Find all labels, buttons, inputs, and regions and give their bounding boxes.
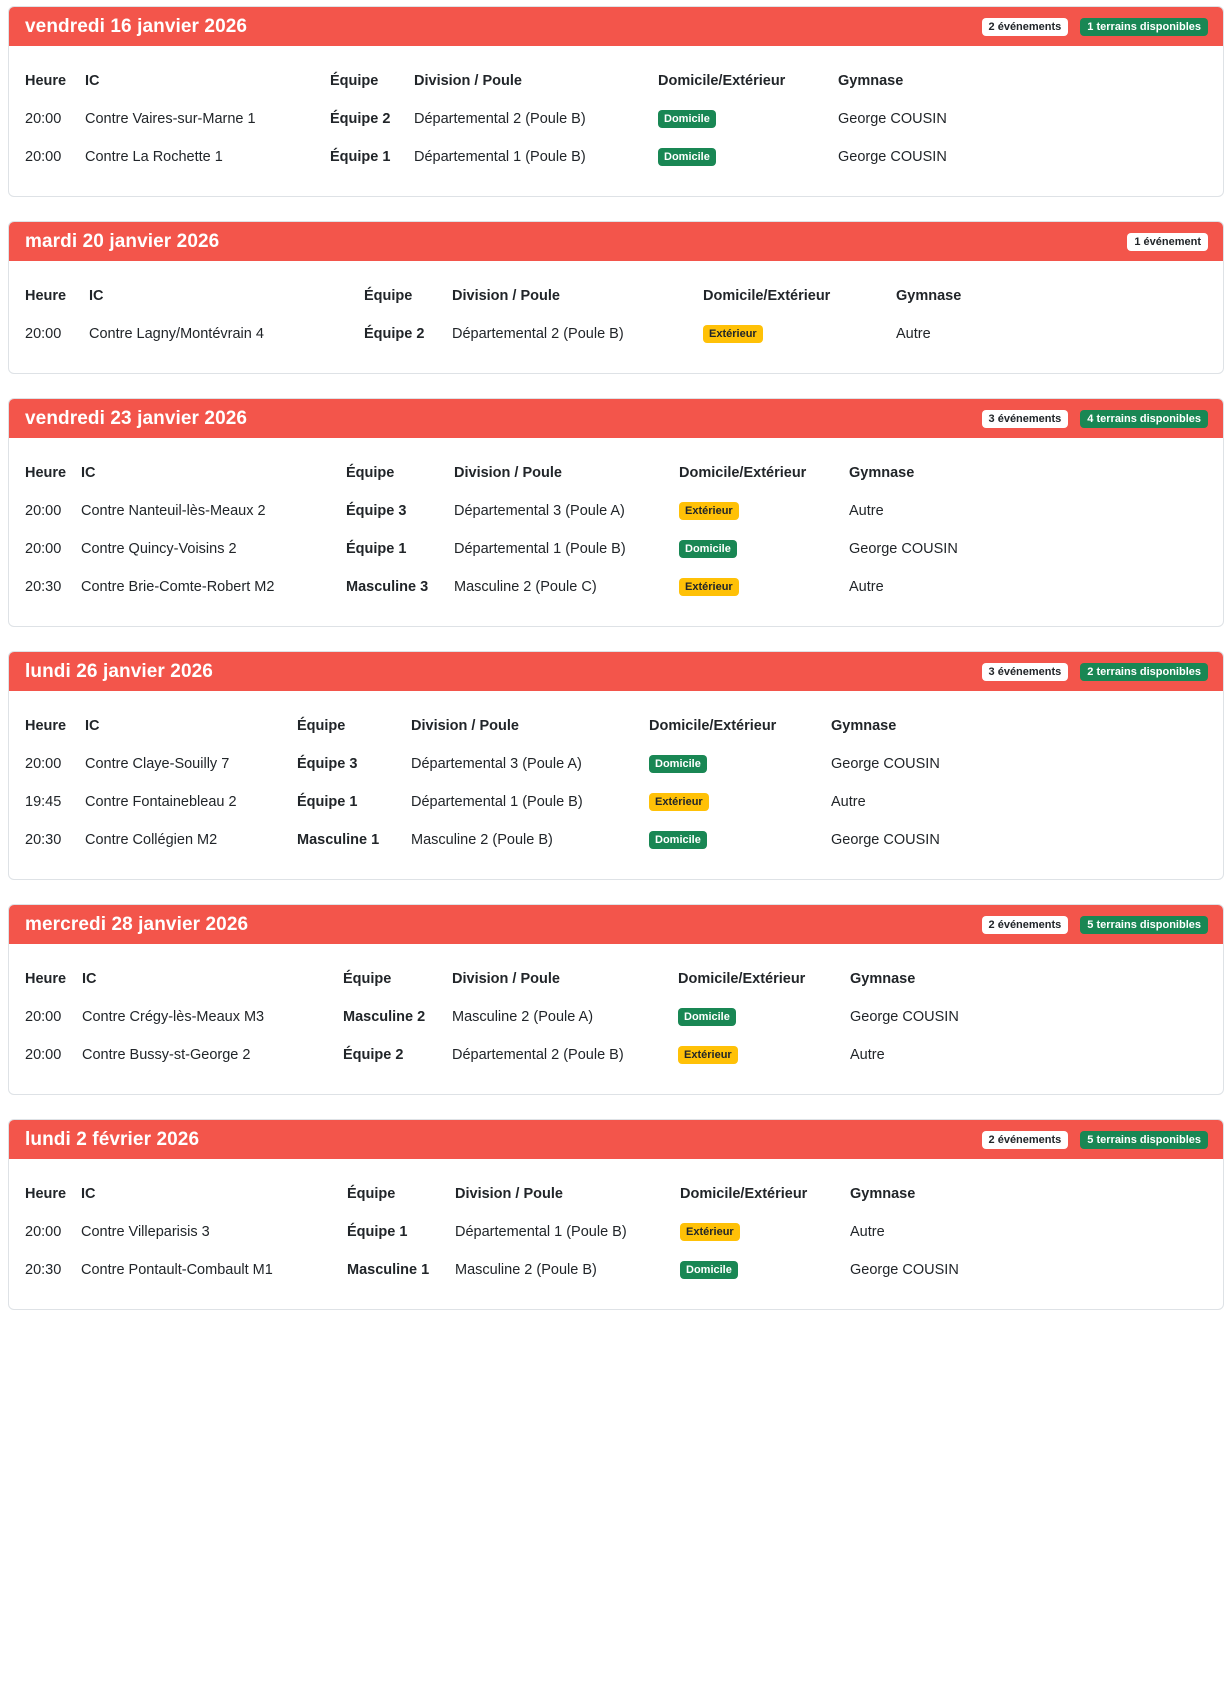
events-count-badge: 3 événements <box>982 663 1069 681</box>
cell-equipe: Masculine 2 <box>343 1009 426 1025</box>
events-count-badge: 2 événements <box>982 1131 1069 1149</box>
cell-division: Départemental 3 (Poule A) <box>454 503 625 519</box>
header-lieu: Domicile/Extérieur <box>658 73 786 89</box>
cell-gymnase: George COUSIN <box>838 149 947 165</box>
cell-ic: Contre Quincy-Voisins 2 <box>81 541 237 557</box>
cell-gymnase: George COUSIN <box>838 111 947 127</box>
available-courts-badge: 5 terrains disponibles <box>1080 916 1208 934</box>
cell-ic: Contre Brie-Comte-Robert M2 <box>81 579 275 595</box>
header-heure: Heure <box>25 73 67 89</box>
cell-ic: Contre Fontainebleau 2 <box>85 794 237 810</box>
header-heure: Heure <box>25 465 67 481</box>
table-header-row <box>25 454 1207 492</box>
cell-heure: 20:30 <box>25 579 62 595</box>
events-table <box>25 62 1207 176</box>
cell-lieu <box>678 1036 850 1074</box>
table-header-row <box>25 62 1207 100</box>
cell-heure: 20:00 <box>25 111 62 127</box>
header-badges <box>982 1131 1208 1149</box>
table-header-row <box>25 707 1207 745</box>
header-equipe: Équipe <box>297 718 346 734</box>
cell-ic: Contre Collégien M2 <box>85 832 218 848</box>
cell-equipe: Équipe 1 <box>330 149 391 165</box>
cell-division: Masculine 2 (Poule C) <box>454 579 597 595</box>
cell-heure: 19:45 <box>25 794 62 810</box>
cell-lieu <box>658 100 838 138</box>
header-heure: Heure <box>25 718 67 734</box>
cell-heure: 20:00 <box>25 503 62 519</box>
day-title: vendredi 23 janvier 2026 <box>25 407 248 429</box>
cell-gymnase: George COUSIN <box>850 1009 959 1025</box>
cell-equipe: Équipe 3 <box>297 756 358 772</box>
events-table <box>25 960 1207 1074</box>
location-badge: Extérieur <box>703 325 763 343</box>
cell-division: Départemental 2 (Poule B) <box>414 111 586 127</box>
cell-heure: 20:30 <box>25 1262 62 1278</box>
cell-equipe: Masculine 1 <box>347 1262 430 1278</box>
table-body <box>25 100 1207 176</box>
cell-ic: Contre Vaires-sur-Marne 1 <box>85 111 256 127</box>
cell-ic: Contre Bussy-st-George 2 <box>82 1047 251 1063</box>
day-card <box>8 398 1224 627</box>
cell-heure: 20:00 <box>25 149 62 165</box>
location-badge: Extérieur <box>680 1223 740 1241</box>
cell-gymnase: Autre <box>831 794 866 810</box>
header-gymnase: Gymnase <box>850 971 916 987</box>
header-lieu: Domicile/Extérieur <box>649 718 777 734</box>
header-ic: IC <box>82 971 97 987</box>
day-card-body <box>9 438 1223 626</box>
location-badge: Extérieur <box>679 502 739 520</box>
table-row <box>25 1213 1207 1251</box>
cell-gymnase: George COUSIN <box>849 541 958 557</box>
header-equipe: Équipe <box>343 971 392 987</box>
location-badge: Domicile <box>679 540 737 558</box>
cell-lieu <box>679 568 849 606</box>
cell-gymnase: Autre <box>850 1047 885 1063</box>
cell-gymnase: George COUSIN <box>850 1262 959 1278</box>
cell-ic: Contre Claye-Souilly 7 <box>85 756 230 772</box>
day-header <box>9 905 1223 944</box>
cell-gymnase: Autre <box>896 326 931 342</box>
table-row <box>25 1036 1207 1074</box>
table-row <box>25 492 1207 530</box>
header-division: Division / Poule <box>455 1186 563 1202</box>
table-row <box>25 138 1207 176</box>
cell-heure: 20:00 <box>25 326 62 342</box>
cell-gymnase: Autre <box>849 579 884 595</box>
day-title: vendredi 16 janvier 2026 <box>25 15 248 37</box>
cell-heure: 20:00 <box>25 541 62 557</box>
header-gymnase: Gymnase <box>849 465 915 481</box>
cell-gymnase: Autre <box>850 1224 885 1240</box>
header-lieu: Domicile/Extérieur <box>679 465 807 481</box>
header-ic: IC <box>81 1186 96 1202</box>
day-header <box>9 222 1223 261</box>
events-count-badge: 1 événement <box>1127 233 1208 251</box>
header-heure: Heure <box>25 971 67 987</box>
table-body <box>25 492 1207 606</box>
cell-division: Départemental 1 (Poule B) <box>454 541 626 557</box>
header-gymnase: Gymnase <box>896 288 962 304</box>
cell-lieu <box>649 783 831 821</box>
day-header <box>9 399 1223 438</box>
cell-equipe: Équipe 1 <box>347 1224 408 1240</box>
table-row <box>25 783 1207 821</box>
events-count-badge: 3 événements <box>982 410 1069 428</box>
header-division: Division / Poule <box>452 971 560 987</box>
cell-heure: 20:00 <box>25 1009 62 1025</box>
available-courts-badge: 4 terrains disponibles <box>1080 410 1208 428</box>
cell-division: Départemental 3 (Poule A) <box>411 756 582 772</box>
cell-equipe: Équipe 3 <box>346 503 407 519</box>
day-card <box>8 1119 1224 1310</box>
cell-gymnase: George COUSIN <box>831 832 940 848</box>
header-badges <box>982 410 1208 428</box>
cell-equipe: Masculine 1 <box>297 832 380 848</box>
cell-ic: Contre Crégy-lès-Meaux M3 <box>82 1009 265 1025</box>
header-ic: IC <box>85 73 100 89</box>
events-table <box>25 454 1207 606</box>
cell-ic: Contre Pontault-Combault M1 <box>81 1262 273 1278</box>
table-row <box>25 530 1207 568</box>
events-table <box>25 707 1207 859</box>
available-courts-badge: 1 terrains disponibles <box>1080 18 1208 36</box>
available-courts-badge: 2 terrains disponibles <box>1080 663 1208 681</box>
cell-division: Départemental 1 (Poule B) <box>411 794 583 810</box>
cell-heure: 20:00 <box>25 756 62 772</box>
events-table <box>25 277 1207 353</box>
header-ic: IC <box>89 288 104 304</box>
table-header-row <box>25 1175 1207 1213</box>
cell-division: Départemental 2 (Poule B) <box>452 1047 624 1063</box>
header-equipe: Équipe <box>346 465 395 481</box>
day-title: lundi 26 janvier 2026 <box>25 660 213 682</box>
header-division: Division / Poule <box>454 465 562 481</box>
header-badges <box>982 916 1208 934</box>
cell-lieu <box>658 138 838 176</box>
day-title: mercredi 28 janvier 2026 <box>25 913 249 935</box>
cell-division: Départemental 1 (Poule B) <box>455 1224 627 1240</box>
day-header <box>9 652 1223 691</box>
header-gymnase: Gymnase <box>850 1186 916 1202</box>
table-row <box>25 100 1207 138</box>
cell-equipe: Équipe 2 <box>330 111 391 127</box>
cell-gymnase: Autre <box>849 503 884 519</box>
header-badges <box>982 663 1208 681</box>
table-body <box>25 745 1207 859</box>
header-heure: Heure <box>25 1186 67 1202</box>
day-card <box>8 221 1224 374</box>
header-ic: IC <box>81 465 96 481</box>
table-row <box>25 745 1207 783</box>
cell-lieu <box>703 315 896 353</box>
cell-lieu <box>679 530 849 568</box>
events-count-badge: 2 événements <box>982 18 1069 36</box>
header-badges <box>1127 233 1208 251</box>
day-card-body <box>9 46 1223 196</box>
header-ic: IC <box>85 718 100 734</box>
day-card-body <box>9 691 1223 879</box>
events-table <box>25 1175 1207 1289</box>
cell-ic: Contre La Rochette 1 <box>85 149 223 165</box>
cell-lieu <box>649 821 831 859</box>
cell-lieu <box>680 1251 850 1289</box>
cell-division: Masculine 2 (Poule B) <box>455 1262 597 1278</box>
day-card-body <box>9 944 1223 1094</box>
location-badge: Domicile <box>649 831 707 849</box>
cell-division: Masculine 2 (Poule A) <box>452 1009 594 1025</box>
table-body <box>25 998 1207 1074</box>
cell-division: Départemental 1 (Poule B) <box>414 149 586 165</box>
header-heure: Heure <box>25 288 67 304</box>
available-courts-badge: 5 terrains disponibles <box>1080 1131 1208 1149</box>
location-badge: Extérieur <box>678 1046 738 1064</box>
table-body <box>25 315 1207 353</box>
location-badge: Extérieur <box>679 578 739 596</box>
cell-division: Départemental 2 (Poule B) <box>452 326 624 342</box>
location-badge: Domicile <box>658 110 716 128</box>
table-row <box>25 1251 1207 1289</box>
cell-heure: 20:00 <box>25 1047 62 1063</box>
cell-division: Masculine 2 (Poule B) <box>411 832 553 848</box>
location-badge: Domicile <box>680 1261 738 1279</box>
events-count-badge: 2 événements <box>982 916 1069 934</box>
cell-ic: Contre Nanteuil-lès-Meaux 2 <box>81 503 266 519</box>
header-lieu: Domicile/Extérieur <box>678 971 806 987</box>
day-title: mardi 20 janvier 2026 <box>25 230 220 252</box>
header-gymnase: Gymnase <box>838 73 904 89</box>
header-division: Division / Poule <box>452 288 560 304</box>
location-badge: Domicile <box>678 1008 736 1026</box>
day-title: lundi 2 février 2026 <box>25 1128 200 1150</box>
header-equipe: Équipe <box>364 288 413 304</box>
cell-equipe: Équipe 1 <box>346 541 407 557</box>
cell-equipe: Équipe 2 <box>343 1047 404 1063</box>
header-equipe: Équipe <box>330 73 379 89</box>
location-badge: Domicile <box>658 148 716 166</box>
cell-gymnase: George COUSIN <box>831 756 940 772</box>
header-badges <box>982 18 1208 36</box>
header-equipe: Équipe <box>347 1186 396 1202</box>
day-card-body <box>9 1159 1223 1309</box>
table-body <box>25 1213 1207 1289</box>
table-header-row <box>25 277 1207 315</box>
day-header <box>9 1120 1223 1159</box>
day-card-body <box>9 261 1223 373</box>
cell-lieu <box>680 1213 850 1251</box>
cell-equipe: Équipe 2 <box>364 326 425 342</box>
cell-lieu <box>679 492 849 530</box>
header-gymnase: Gymnase <box>831 718 897 734</box>
table-row <box>25 821 1207 859</box>
day-header <box>9 7 1223 46</box>
cell-lieu <box>649 745 831 783</box>
header-division: Division / Poule <box>414 73 522 89</box>
table-row <box>25 998 1207 1036</box>
header-division: Division / Poule <box>411 718 519 734</box>
cell-ic: Contre Villeparisis 3 <box>81 1224 210 1240</box>
table-row <box>25 315 1207 353</box>
table-row <box>25 568 1207 606</box>
cell-ic: Contre Lagny/Montévrain 4 <box>89 326 264 342</box>
day-card <box>8 6 1224 197</box>
cell-equipe: Équipe 1 <box>297 794 358 810</box>
cell-heure: 20:00 <box>25 1224 62 1240</box>
day-card <box>8 904 1224 1095</box>
location-badge: Extérieur <box>649 793 709 811</box>
header-lieu: Domicile/Extérieur <box>680 1186 808 1202</box>
cell-equipe: Masculine 3 <box>346 579 429 595</box>
cell-lieu <box>678 998 850 1036</box>
cell-heure: 20:30 <box>25 832 62 848</box>
day-card <box>8 651 1224 880</box>
header-lieu: Domicile/Extérieur <box>703 288 831 304</box>
location-badge: Domicile <box>649 755 707 773</box>
table-header-row <box>25 960 1207 998</box>
